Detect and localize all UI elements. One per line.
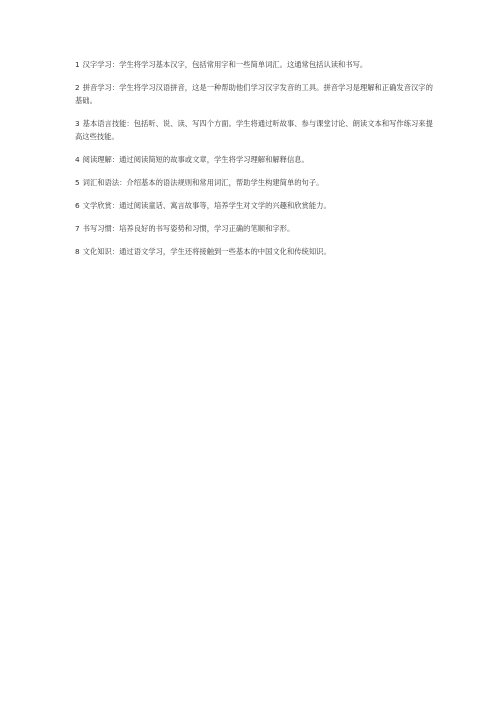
item-text: 文学欣赏：通过阅读童话、寓言故事等，培养学生对文学的兴趣和欣赏能力。 [82, 201, 331, 210]
item-number: 2 [75, 83, 80, 92]
item-text: 文化知识：通过语文学习，学生还将接触到一些基本的中国文化和传统知识。 [82, 247, 331, 256]
list-item-5 [75, 176, 436, 189]
item-number: 7 [75, 224, 80, 233]
item-text: 汉字学习：学生将学习基本汉字，包括常用字和一些简单词汇。这通常包括认读和书写。 [82, 60, 368, 69]
list-item-4 [75, 153, 436, 166]
item-number: 4 [75, 155, 80, 164]
item-number: 1 [75, 60, 80, 69]
item-text: 词汇和语法：介绍基本的语法规则和常用词汇，帮助学生构建简单的句子。 [82, 178, 324, 187]
list-item-6 [75, 199, 436, 212]
list-item-7 [75, 222, 436, 235]
item-text: 阅读理解：通过阅读简短的故事或文章，学生将学习理解和解释信息。 [82, 155, 309, 164]
item-number: 8 [75, 247, 80, 256]
list-item-3 [75, 117, 436, 143]
item-text: 书写习惯：培养良好的书写姿势和习惯，学习正确的笔顺和字形。 [82, 224, 295, 233]
item-text: 拼音学习：学生将学习汉语拼音，这是一种帮助他们学习汉字发音的工具。拼音学习是理解和正确发音汉字的基础。 [75, 83, 433, 105]
item-number: 3 [75, 119, 80, 128]
list-item-1 [75, 58, 436, 71]
list-item-2 [75, 81, 436, 107]
list-item-8 [75, 245, 436, 258]
item-text: 基本语言技能：包括听、说、读、写四个方面。学生将通过听故事、参与课堂讨论、朗读文本和写作练习来提高这些技能。 [75, 119, 433, 141]
item-number: 5 [75, 178, 80, 187]
item-number: 6 [75, 201, 80, 210]
